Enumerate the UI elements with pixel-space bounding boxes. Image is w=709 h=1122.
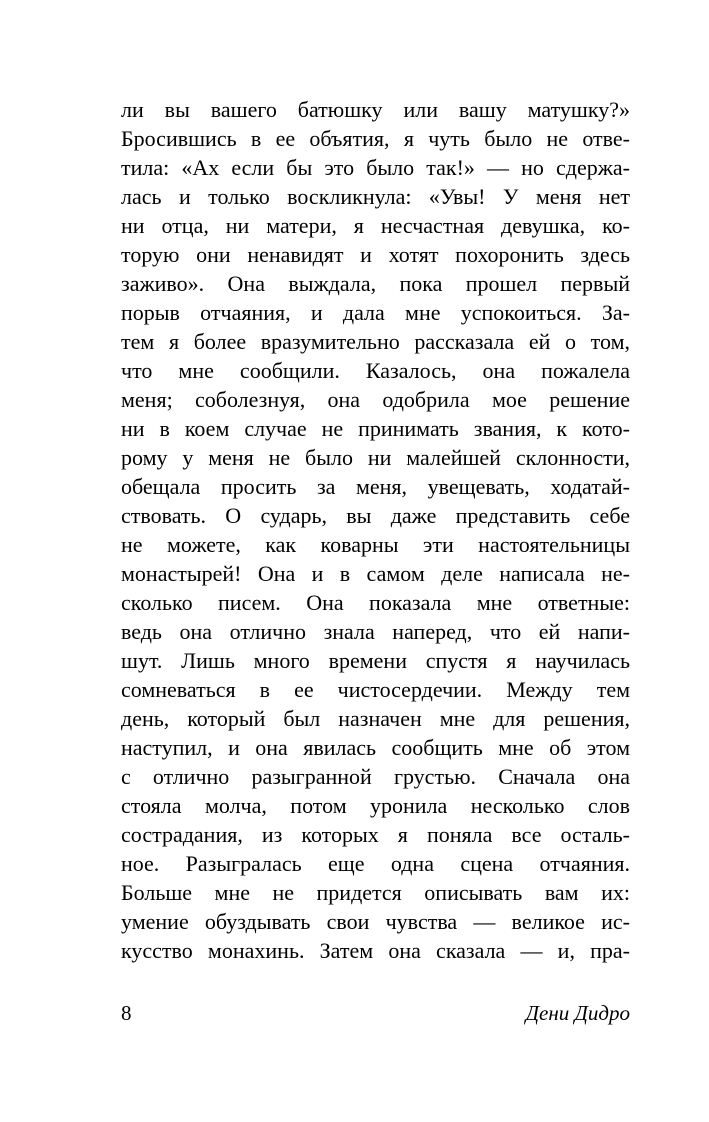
text-line: сомневаться в ее чистосердечии. Между тем (121, 677, 630, 702)
text-line: тила: «Ах если бы это было так!» — но сдержа- (121, 155, 630, 180)
text-line: обещала просить за меня, увещевать, ходатай- (121, 474, 630, 499)
text-line: ведь она отлично знала наперед, что ей напи- (121, 619, 630, 644)
text-line: порыв отчаяния, и дала мне успокоиться. За- (121, 300, 630, 325)
text-line: ствовать. О сударь, вы даже представить себе (121, 503, 630, 528)
text-line: сколько писем. Она показала мне ответные: (121, 590, 630, 615)
page-number: 8 (121, 1001, 132, 1025)
text-line: Бросившись в ее объятия, я чуть было не отве- (121, 126, 630, 151)
text-line: не можете, как коварны эти настоятельницы (121, 532, 630, 557)
text-line: умение обуздывать свои чувства — великое ис- (121, 909, 630, 934)
text-line: тем я более вразумительно рассказала ей о том, (121, 329, 630, 354)
text-line: меня; соболезнуя, она одобрила мое решение (121, 387, 630, 412)
text-line: наступил, и она явилась сообщить мне об этом (121, 735, 630, 760)
page-footer (121, 1000, 630, 1026)
text-line: ни отца, ни матери, я несчастная девушка, ко- (121, 213, 630, 238)
text-line: что мне сообщили. Казалось, она пожалела (121, 358, 630, 383)
text-line: день, который был назначен мне для решения, (121, 706, 630, 731)
text-line: шут. Лишь много времени спустя я научилась (121, 648, 630, 673)
running-author: Дени Дидро (525, 1001, 630, 1025)
text-line: монастырей! Она и в самом деле написала не- (121, 561, 630, 586)
text-line: ли вы вашего батюшку или вашу матушку?» (121, 97, 630, 122)
text-line: ни в коем случае не принимать звания, к кото- (121, 416, 630, 441)
text-line: кусство монахинь. Затем она сказала — и, пра- (121, 938, 630, 963)
text-line: с отлично разыгранной грустью. Сначала она (121, 764, 630, 789)
body-text (121, 95, 630, 965)
text-line: рому у меня не было ни малейшей склонности, (121, 445, 630, 470)
text-line: заживо». Она выждала, пока прошел первый (121, 271, 630, 296)
text-line: ное. Разыгралась еще одна сцена отчаяния. (121, 851, 630, 876)
text-line: стояла молча, потом уронила несколько слов (121, 793, 630, 818)
text-line: Больше мне не придется описывать вам их: (121, 880, 630, 905)
text-line: лась и только воскликнула: «Увы! У меня нет (121, 184, 630, 209)
text-line: торую они ненавидят и хотят похоронить здесь (121, 242, 630, 267)
text-line: сострадания, из которых я поняла все осталь- (121, 822, 630, 847)
